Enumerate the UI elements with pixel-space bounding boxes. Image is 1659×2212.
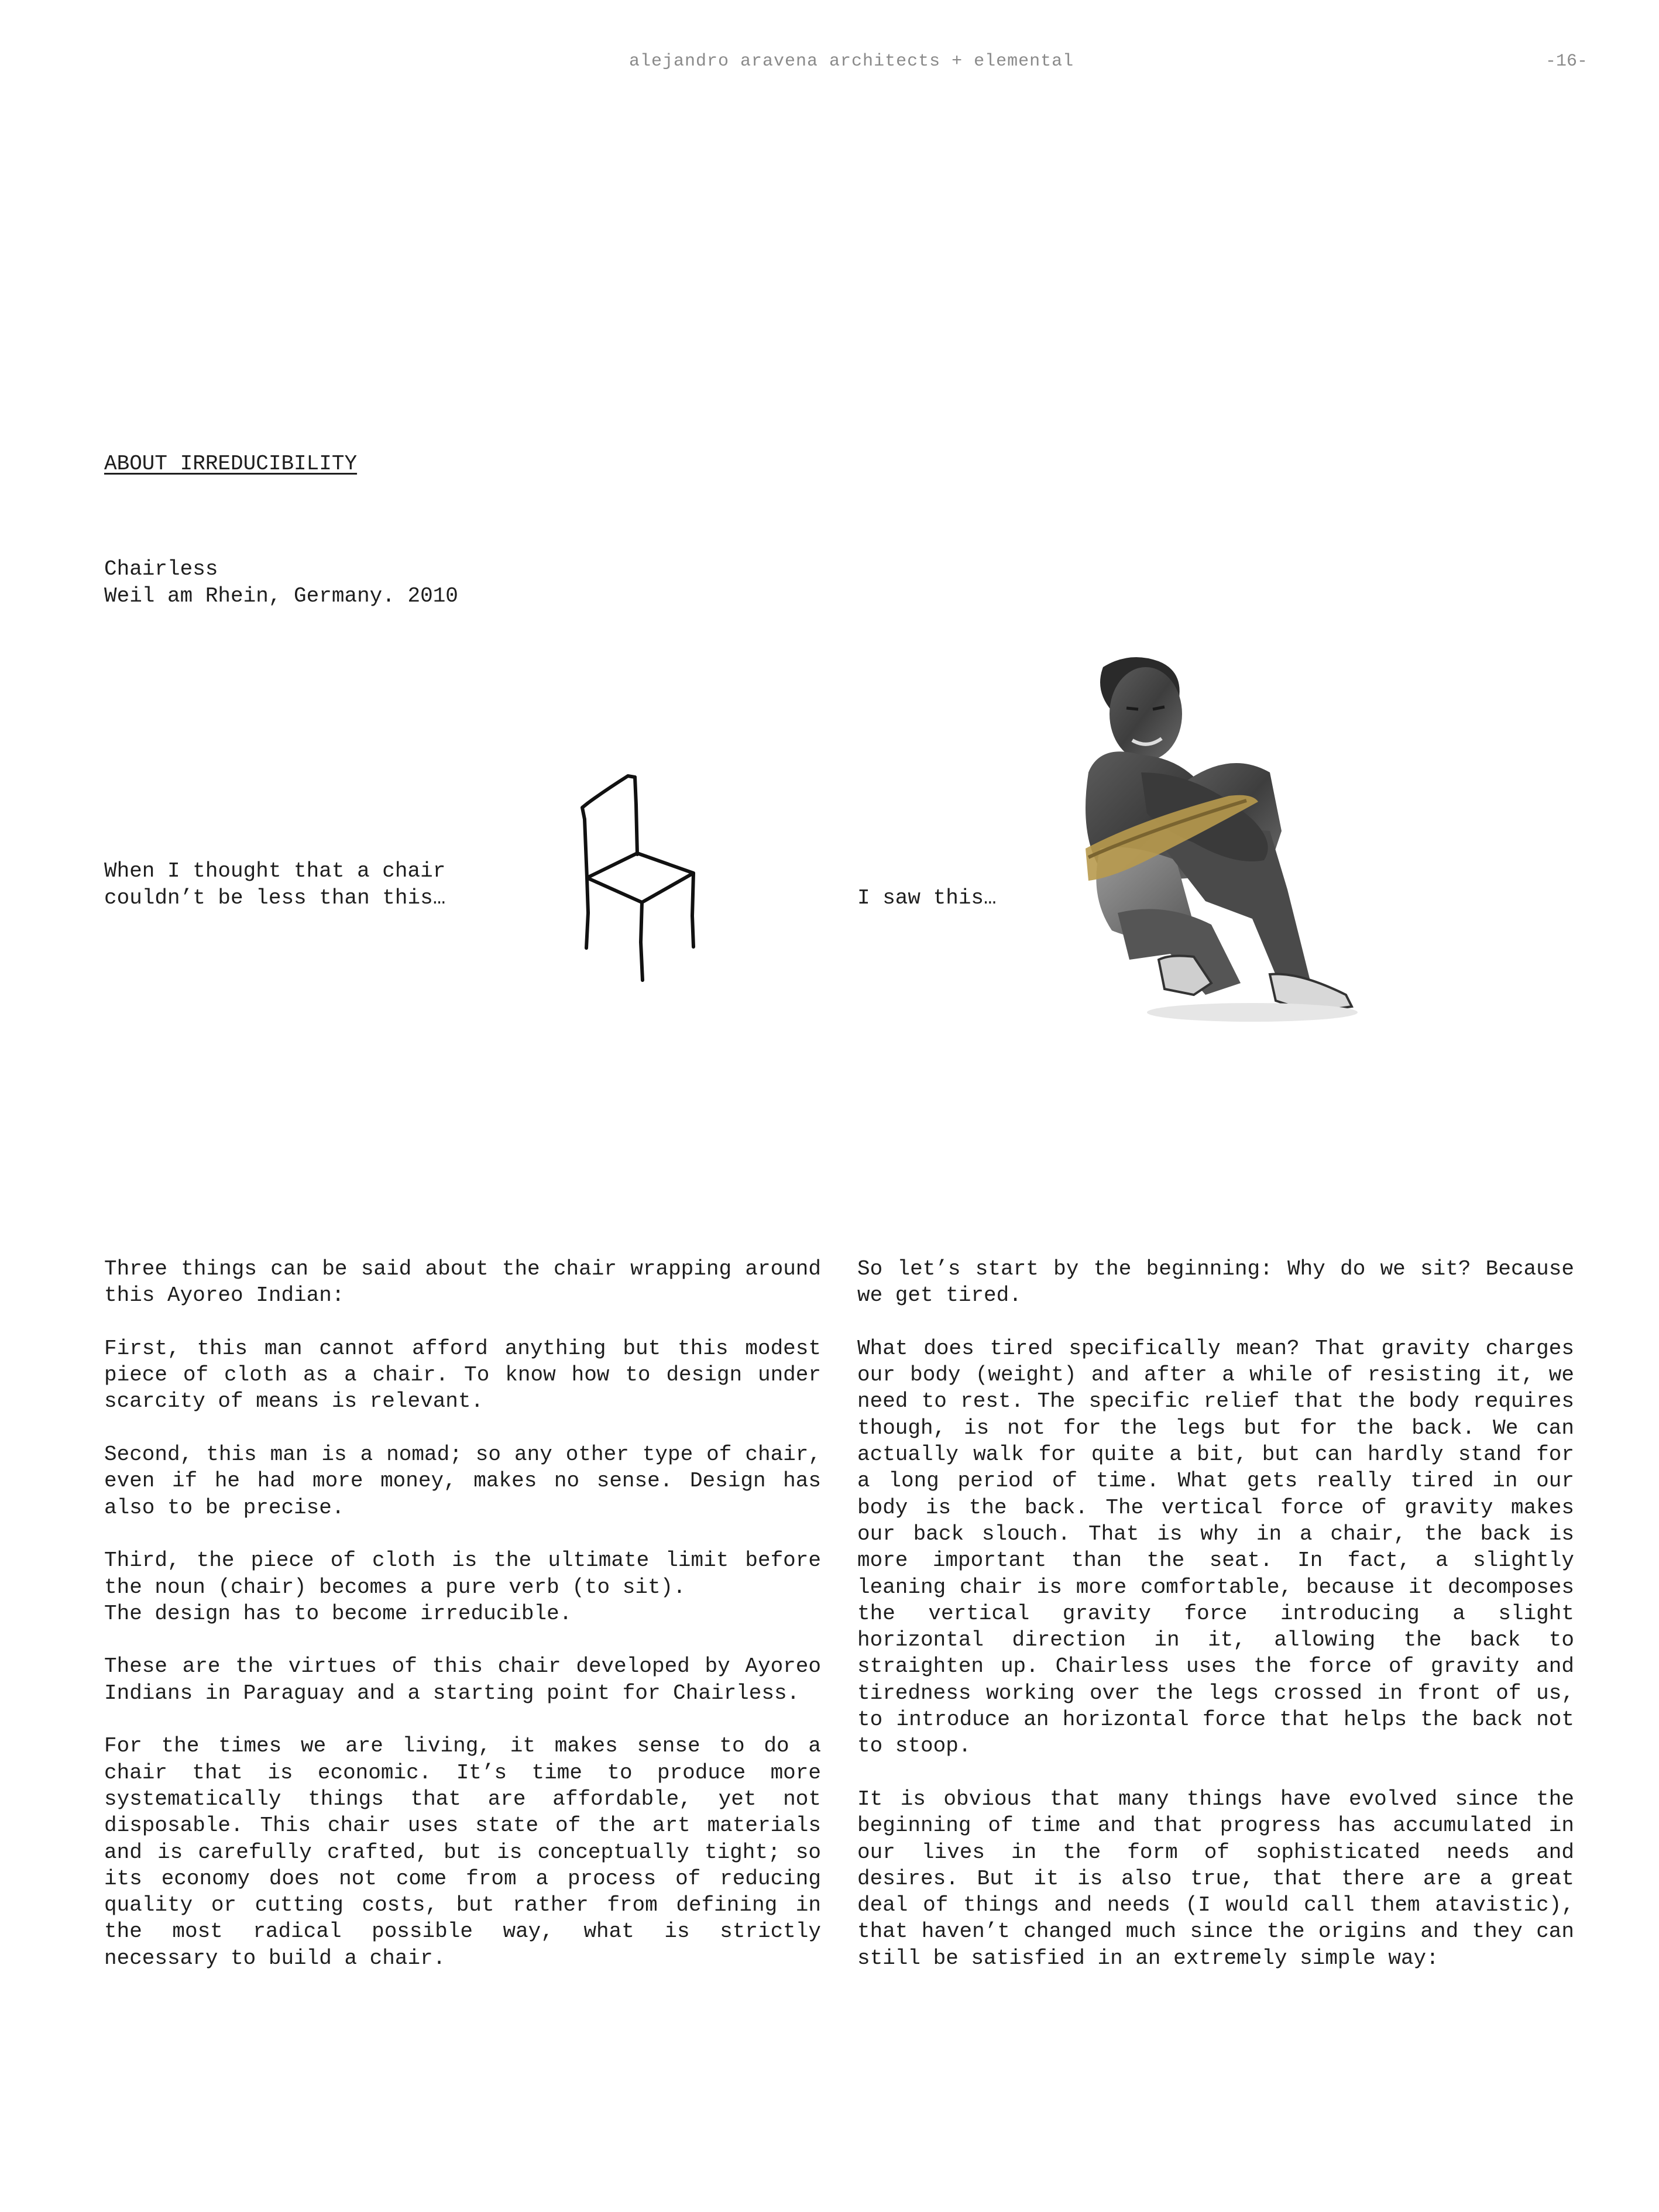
paragraph-line: Third, the piece of cloth is the ultimate limit before the noun (chair) becomes a pure verb (to sit). [104,1548,821,1599]
page-number: -16- [1545,51,1588,71]
ayoreo-man-photo [1077,655,1369,1030]
paragraph: What does tired specifically mean? That gravity charges our body (weight) and after a while of resisting it, we need to rest. The specific relief that the body requires though, is not for the legs but for the back. We can actually walk for quite a bit, but can hardly stand for a long period of time. What gets really tired in our body is the back. The vertical force of gravity makes our back slouch. That is why in a chair, the back is more important than the seat. In fact, a slightly leaning chair is more comfortable, because it decomposes the vertical gravity force introducing a slight horizontal direction in it, allowing the back to straighten up. Chairless uses the force of gravity and tiredness working over the legs crossed in front of us, to introduce an horizontal force that helps the back not to stoop. [857,1336,1574,1758]
caption-left-line1: When I thought that a chair [104,859,446,883]
paragraph: For the times we are living, it makes sense to do a chair that is economic. It’s time to produce more systematically things that are affordable, yet not disposable. This chair uses state of the art materials and is carefully crafted, but is conceptually tight; so its economy does not come from a process of reducing quality or cutting costs, but rather from defining in the most radical possible way, what is strictly necessary to build a chair. [104,1734,821,1970]
paragraph [104,1547,821,1627]
paragraph: First, this man cannot afford anything but this modest piece of cloth as a chair. To know how to design under scarcity of means is relevant. [104,1336,821,1414]
caption-right: I saw this… [857,886,997,910]
caption-left [104,858,445,912]
caption-left-line2: couldn’t be less than this… [104,886,446,910]
chair-sketch-image [576,772,711,983]
project-name: Chairless [104,557,218,581]
paragraph: These are the virtues of this chair developed by Ayoreo Indians in Paraguay and a starting point for Chairless. [104,1654,821,1705]
section-title: ABOUT IRREDUCIBILITY [104,452,358,476]
paragraph: Second, this man is a nomad; so any other type of chair, even if he had more money, makes no sense. Design has also to be precise. [104,1442,821,1520]
paragraph-line: The design has to become irreducible. [104,1601,572,1626]
paragraph: It is obvious that many things have evolved since the beginning of time and that progress has accumulated in our lives in the form of sophisticated needs and desires. But it is also true, that there are a great deal of things and needs (I would call them atavistic), that haven’t changed much since the origins and they can still be satisfied in an extremely simple way: [857,1787,1574,1970]
running-header: alejandro aravena architects + elemental [629,51,1074,71]
text-column-left [104,1256,821,1998]
text-column-right [857,1256,1574,1998]
paragraph: Three things can be said about the chair wrapping around this Ayoreo Indian: [104,1257,821,1308]
project-info [104,556,458,610]
paragraph: So let’s start by the beginning: Why do we sit? Because we get tired. [857,1257,1574,1308]
project-location-year: Weil am Rhein, Germany. 2010 [104,584,458,608]
